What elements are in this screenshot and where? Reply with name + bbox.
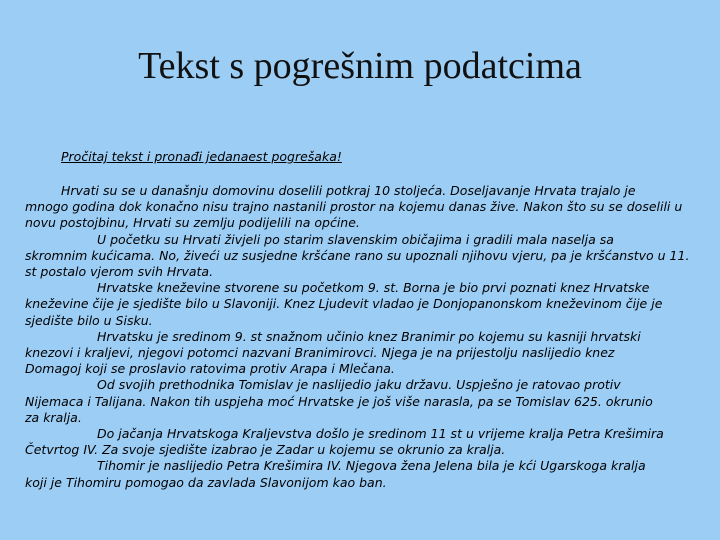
text-line: knezovi i kraljevi, njegovi potomci nazvani Branimirovci. Njega je na prijestolju naslijedio knez <box>25 345 615 361</box>
text-line: koji je Tihomiru pomogao da zavlada Slavonijom kao ban. <box>25 474 387 490</box>
text-paragraph <box>25 183 705 232</box>
text-line: Nijemaca i Talijana. Nakon tih uspjeha moć Hrvatske je još više narasla, pa se Tomislav 625. okrunio <box>25 393 653 409</box>
text-line: Do jačanja Hrvatskoga Kraljevstva došlo je sredinom 11 st u vrijeme kralja Petra Krešimira <box>97 426 664 442</box>
text-line: st postalo vjerom svih Hrvata. <box>25 264 214 280</box>
text-line: sjedište bilo u Sisku. <box>25 312 153 328</box>
text-line: za kralja. <box>25 409 82 425</box>
body-text <box>25 183 705 491</box>
text-line: skromnim kućicama. No, živeći uz susjedne kršćane rano su upoznali njihovu vjeru, pa je kršćanstvo u 11. <box>25 247 690 263</box>
text-line: Domagoj koji se proslavio ratovima protiv Arapa i Mlečana. <box>25 361 395 377</box>
text-line: novu postojbinu, Hrvati su zemlju podijelili na općine. <box>25 215 360 231</box>
text-paragraph <box>25 232 705 281</box>
text-line: mnogo godina dok konačno nisu trajno nastanili prostor na kojemu danas žive. Nakon što su se doselili u <box>25 199 683 215</box>
text-line: kneževine čije je sjedište bilo u Slavoniji. Knez Ljudevit vladao je Donjopanonskom kneževinom čije je <box>25 296 663 312</box>
text-line: Tihomir je naslijedio Petra Krešimira IV. Njegova žena Jelena bila je kći Ugarskoga kralja <box>97 458 646 474</box>
text-paragraph <box>25 280 705 329</box>
text-line: Hrvatske kneževine stvorene su početkom 9. st. Borna je bio prvi poznati knez Hrvatske <box>97 280 650 296</box>
text-paragraph <box>25 426 705 458</box>
page-title: Tekst s pogrešnim podatcima <box>138 45 582 87</box>
text-paragraph <box>25 377 705 426</box>
text-line: Četvrtog IV. Za svoje sjedište izabrao je Zadar u kojemu se okrunio za kralja. <box>25 442 506 458</box>
text-paragraph <box>25 329 705 378</box>
text-line: Hrvatsku je sredinom 9. st snažnom učinio knez Branimir po kojemu su kasniji hrvatski <box>97 328 641 344</box>
text-line: Hrvati su se u današnju domovinu doselili potkraj 10 stoljeća. Doseljavanje Hrvata trajalo je <box>61 183 636 198</box>
text-line: Od svojih prethodnika Tomislav je naslijedio jaku državu. Uspješno je ratovao protiv <box>97 377 621 393</box>
instruction-text: Pročitaj tekst i pronađi jedanaest pogrešaka! <box>61 149 342 164</box>
text-line: U početku su Hrvati živjeli po starim slavenskim običajima i gradili mala naselja sa <box>97 231 614 247</box>
text-paragraph <box>25 458 705 490</box>
